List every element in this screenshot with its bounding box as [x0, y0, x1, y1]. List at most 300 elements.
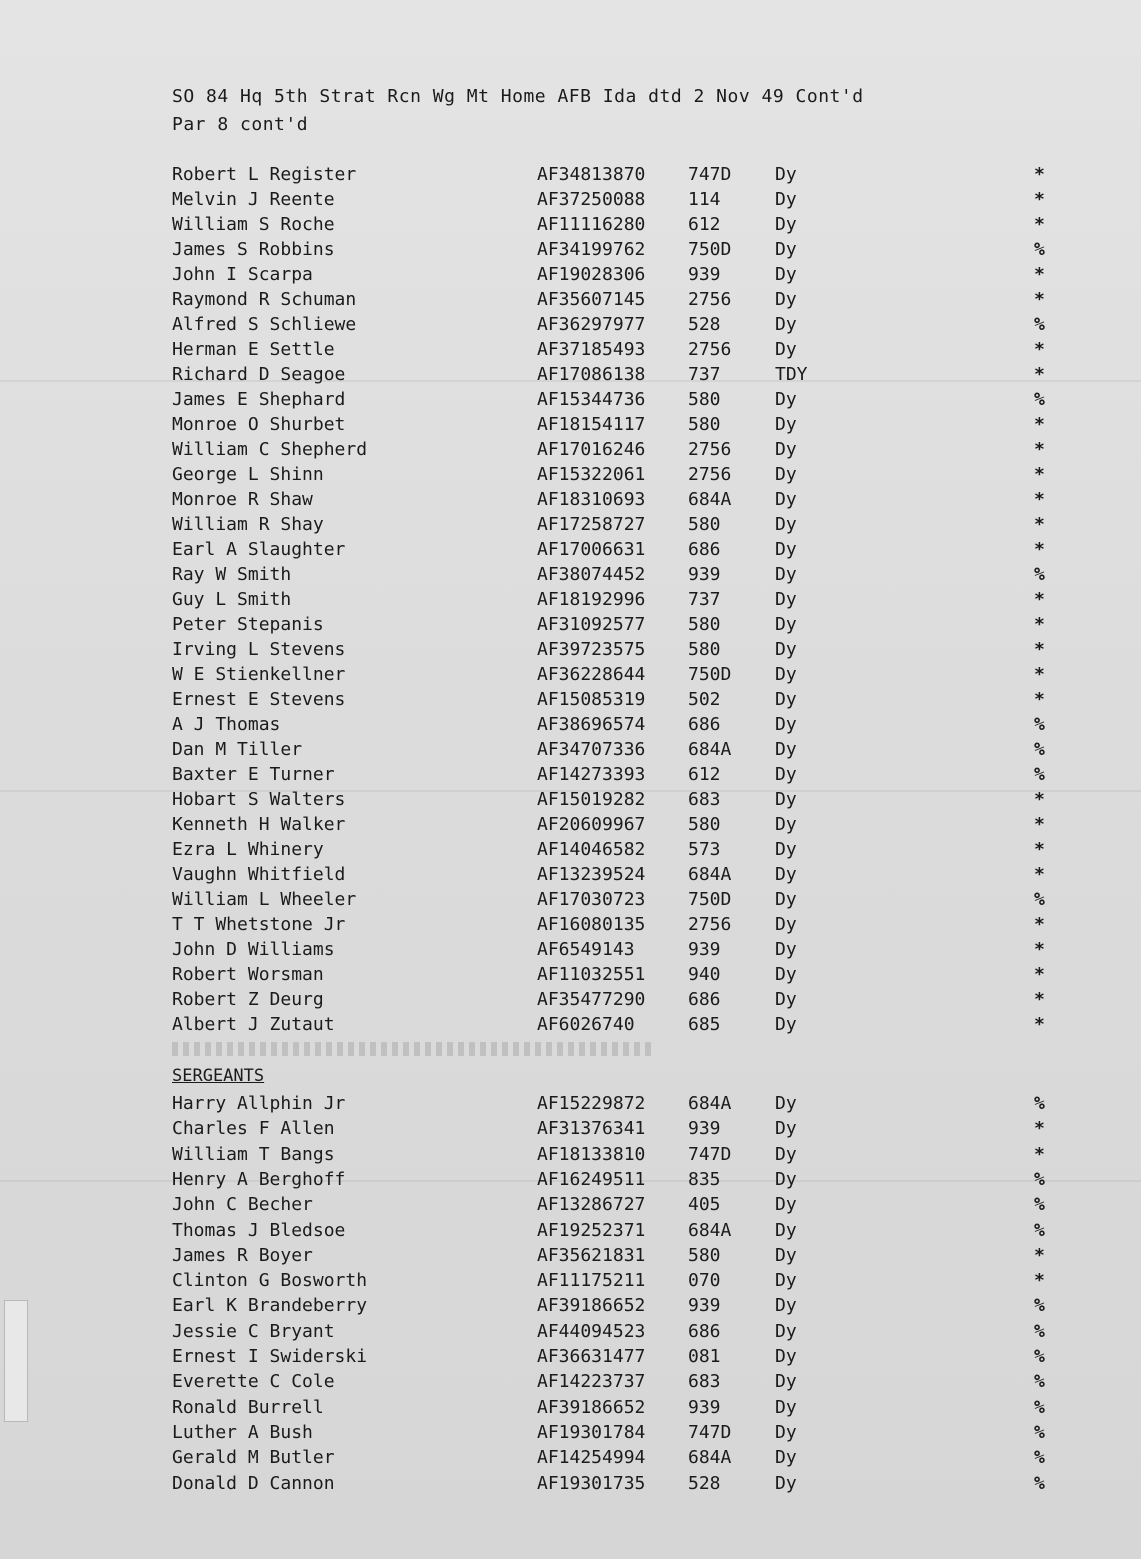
- roster-name: Henry A Berghoff: [172, 1168, 346, 1190]
- roster-status: Dy: [775, 1270, 797, 1292]
- roster-unit: 502: [688, 689, 721, 710]
- roster-status: Dy: [775, 889, 797, 910]
- roster-serial: AF16080135: [537, 914, 646, 935]
- roster-status: Dy: [775, 1093, 797, 1114]
- roster-name: Charles F Allen: [172, 1118, 335, 1140]
- roster-serial: AF19252371: [537, 1219, 646, 1241]
- smudged-line: [172, 1042, 652, 1056]
- roster-status: Dy: [775, 714, 797, 735]
- roster-row: [0, 1220, 1141, 1245]
- roster-unit: 2756: [688, 464, 732, 485]
- roster-serial: AF18133810: [537, 1143, 646, 1165]
- roster-mark: *: [1034, 164, 1045, 185]
- roster-status: Dy: [775, 1194, 797, 1216]
- roster-unit: 685: [688, 1014, 721, 1035]
- roster-serial: AF13286727: [537, 1194, 646, 1216]
- roster-unit: 686: [688, 539, 721, 560]
- roster-status: Dy: [775, 339, 797, 360]
- roster-mark: *: [1034, 289, 1045, 310]
- roster-mark: %: [1034, 389, 1045, 410]
- roster-status: Dy: [775, 814, 797, 835]
- roster-mark: *: [1034, 839, 1045, 860]
- roster-row: [0, 1473, 1141, 1498]
- roster-name: Thomas J Bledsoe: [172, 1219, 346, 1241]
- roster-mark: *: [1034, 414, 1045, 435]
- roster-name: Dan M Tiller: [172, 739, 303, 760]
- roster-row: [0, 1346, 1141, 1371]
- roster-serial: AF35607145: [537, 289, 646, 310]
- roster-unit: 686: [688, 714, 721, 735]
- roster-unit: 580: [688, 639, 721, 660]
- roster-name: Harry Allphin Jr: [172, 1093, 346, 1114]
- roster-name: William S Roche: [172, 214, 335, 235]
- roster-name: James E Shephard: [172, 389, 346, 410]
- roster-serial: AF17030723: [537, 889, 646, 910]
- roster-unit: 683: [688, 1371, 721, 1393]
- roster-row: [0, 564, 1141, 589]
- roster-status: Dy: [775, 1421, 797, 1443]
- roster-mark: *: [1034, 639, 1045, 660]
- roster-serial: AF6549143: [537, 939, 635, 960]
- roster-serial: AF19028306: [537, 264, 646, 285]
- roster-status: Dy: [775, 764, 797, 785]
- roster-status: Dy: [775, 939, 797, 960]
- roster-mark: *: [1034, 189, 1045, 210]
- roster-name: Kenneth H Walker: [172, 814, 346, 835]
- roster-row: [0, 964, 1141, 989]
- roster-status: Dy: [775, 289, 797, 310]
- roster-unit: 070: [688, 1270, 721, 1292]
- roster-mark: *: [1034, 1143, 1045, 1165]
- roster-unit: 747D: [688, 164, 732, 185]
- roster-status: Dy: [775, 789, 797, 810]
- roster-serial: AF31092577: [537, 614, 646, 635]
- roster-mark: %: [1034, 1447, 1045, 1469]
- roster-name: Jessie C Bryant: [172, 1320, 335, 1342]
- roster-mark: %: [1034, 764, 1045, 785]
- roster-mark: *: [1034, 939, 1045, 960]
- roster-serial: AF17016246: [537, 439, 646, 460]
- roster-row: [0, 914, 1141, 939]
- roster-serial: AF19301784: [537, 1421, 646, 1443]
- roster-status: Dy: [775, 414, 797, 435]
- roster-name: Gerald M Butler: [172, 1447, 335, 1469]
- roster-row: [0, 614, 1141, 639]
- roster-row: [0, 1144, 1141, 1169]
- roster-mark: *: [1034, 464, 1045, 485]
- roster-row: [0, 289, 1141, 314]
- roster-row: [0, 414, 1141, 439]
- roster-row: [0, 1422, 1141, 1447]
- roster-name: John I Scarpa: [172, 264, 313, 285]
- roster-serial: AF39723575: [537, 639, 646, 660]
- roster-status: Dy: [775, 1371, 797, 1393]
- roster-serial: AF11116280: [537, 214, 646, 235]
- roster-serial: AF17086138: [537, 364, 646, 385]
- roster-row: [0, 864, 1141, 889]
- roster-name: Monroe O Shurbet: [172, 414, 346, 435]
- roster-name: Earl A Slaughter: [172, 539, 346, 560]
- roster-row: [0, 264, 1141, 289]
- roster-mark: *: [1034, 214, 1045, 235]
- roster-row: [0, 739, 1141, 764]
- roster-unit: 573: [688, 839, 721, 860]
- roster-row: [0, 664, 1141, 689]
- roster-unit: 686: [688, 1320, 721, 1342]
- roster-status: Dy: [775, 964, 797, 985]
- roster-mark: *: [1034, 439, 1045, 460]
- roster-mark: *: [1034, 489, 1045, 510]
- roster-mark: *: [1034, 589, 1045, 610]
- roster-mark: %: [1034, 1421, 1045, 1443]
- roster-unit: 737: [688, 589, 721, 610]
- roster-status: Dy: [775, 1014, 797, 1035]
- roster-unit: 580: [688, 389, 721, 410]
- roster-name: John C Becher: [172, 1194, 313, 1216]
- roster-name: William T Bangs: [172, 1143, 335, 1165]
- roster-row: [0, 1295, 1141, 1320]
- roster-mark: %: [1034, 1472, 1045, 1494]
- roster-name: Herman E Settle: [172, 339, 335, 360]
- roster-serial: AF11175211: [537, 1270, 646, 1292]
- roster-name: Donald D Cannon: [172, 1472, 335, 1494]
- roster-unit: 939: [688, 1118, 721, 1140]
- roster-name: Guy L Smith: [172, 589, 292, 610]
- paragraph-header: Par 8 cont'd: [172, 114, 309, 135]
- roster-status: Dy: [775, 1396, 797, 1418]
- roster-row: [0, 714, 1141, 739]
- roster-row: [0, 1194, 1141, 1219]
- roster-unit: 684A: [688, 739, 732, 760]
- roster-name: Earl K Brandeberry: [172, 1295, 368, 1317]
- roster-status: Dy: [775, 1447, 797, 1469]
- roster-name: Robert L Register: [172, 164, 357, 185]
- roster-status: Dy: [775, 989, 797, 1010]
- roster-unit: 750D: [688, 239, 732, 260]
- roster-unit: 939: [688, 1295, 721, 1317]
- roster-serial: AF37185493: [537, 339, 646, 360]
- roster-name: Luther A Bush: [172, 1421, 313, 1443]
- roster-serial: AF34199762: [537, 239, 646, 260]
- roster-mark: %: [1034, 889, 1045, 910]
- roster-serial: AF17258727: [537, 514, 646, 535]
- roster-mark: *: [1034, 1270, 1045, 1292]
- roster-status: Dy: [775, 189, 797, 210]
- roster-name: T T Whetstone Jr: [172, 914, 346, 935]
- roster-name: William R Shay: [172, 514, 324, 535]
- roster-row: [0, 1093, 1141, 1118]
- roster-mark: *: [1034, 514, 1045, 535]
- roster-unit: 750D: [688, 889, 732, 910]
- roster-mark: *: [1034, 914, 1045, 935]
- roster-row: [0, 439, 1141, 464]
- roster-status: Dy: [775, 239, 797, 260]
- roster-mark: %: [1034, 739, 1045, 760]
- roster-unit: 835: [688, 1168, 721, 1190]
- roster-name: Everette C Cole: [172, 1371, 335, 1393]
- roster-row: [0, 1169, 1141, 1194]
- roster-row: [0, 339, 1141, 364]
- roster-mark: *: [1034, 964, 1045, 985]
- roster-name: Clinton G Bosworth: [172, 1270, 368, 1292]
- roster-name: William L Wheeler: [172, 889, 357, 910]
- roster-name: Ezra L Whinery: [172, 839, 324, 860]
- roster-row: [0, 1321, 1141, 1346]
- roster-status: Dy: [775, 214, 797, 235]
- roster-mark: %: [1034, 714, 1045, 735]
- roster-name: Vaughn Whitfield: [172, 864, 346, 885]
- roster-row: [0, 164, 1141, 189]
- roster-status: Dy: [775, 614, 797, 635]
- roster-row: [0, 889, 1141, 914]
- roster-mark: *: [1034, 614, 1045, 635]
- roster-mark: %: [1034, 1396, 1045, 1418]
- roster-mark: %: [1034, 314, 1045, 335]
- roster-name: Melvin J Reente: [172, 189, 335, 210]
- roster-serial: AF15019282: [537, 789, 646, 810]
- roster-status: Dy: [775, 389, 797, 410]
- roster-unit: 580: [688, 814, 721, 835]
- roster-unit: 580: [688, 614, 721, 635]
- roster-serial: AF15322061: [537, 464, 646, 485]
- roster-name: John D Williams: [172, 939, 335, 960]
- roster-mark: *: [1034, 989, 1045, 1010]
- roster-mark: %: [1034, 1093, 1045, 1114]
- roster-mark: %: [1034, 1295, 1045, 1317]
- roster-row: [0, 814, 1141, 839]
- roster-serial: AF18154117: [537, 414, 646, 435]
- roster-row: [0, 514, 1141, 539]
- roster-name: Richard D Seagoe: [172, 364, 346, 385]
- roster-name: Ronald Burrell: [172, 1396, 324, 1418]
- roster-row: [0, 214, 1141, 239]
- roster-unit: 528: [688, 1472, 721, 1494]
- roster-name: James S Robbins: [172, 239, 335, 260]
- roster-status: Dy: [775, 539, 797, 560]
- roster-name: Baxter E Turner: [172, 764, 335, 785]
- roster-mark: *: [1034, 1014, 1045, 1035]
- roster-unit: 683: [688, 789, 721, 810]
- roster-name: James R Boyer: [172, 1244, 313, 1266]
- roster-unit: 747D: [688, 1421, 732, 1443]
- roster-serial: AF44094523: [537, 1320, 646, 1342]
- roster-row: [0, 939, 1141, 964]
- roster-status: Dy: [775, 1472, 797, 1494]
- roster-row: [0, 539, 1141, 564]
- roster-serial: AF31376341: [537, 1118, 646, 1140]
- roster-unit: 939: [688, 1396, 721, 1418]
- roster-serial: AF18310693: [537, 489, 646, 510]
- roster-mark: *: [1034, 264, 1045, 285]
- roster-name: Ernest E Stevens: [172, 689, 346, 710]
- roster-mark: %: [1034, 1371, 1045, 1393]
- roster-serial: AF39186652: [537, 1295, 646, 1317]
- roster-row: [0, 239, 1141, 264]
- roster-status: TDY: [775, 364, 808, 385]
- roster-unit: 939: [688, 264, 721, 285]
- roster-mark: *: [1034, 864, 1045, 885]
- roster-unit: 684A: [688, 864, 732, 885]
- roster-unit: 686: [688, 989, 721, 1010]
- roster-serial: AF14223737: [537, 1371, 646, 1393]
- roster-mark: %: [1034, 1168, 1045, 1190]
- roster-serial: AF36631477: [537, 1346, 646, 1367]
- roster-status: Dy: [775, 589, 797, 610]
- roster-mark: *: [1034, 1244, 1045, 1266]
- roster-unit: 939: [688, 564, 721, 585]
- roster-status: Dy: [775, 664, 797, 685]
- roster-unit: 750D: [688, 664, 732, 685]
- roster-serial: AF15229872: [537, 1093, 646, 1114]
- roster-name: Robert Z Deurg: [172, 989, 324, 1010]
- roster-unit: 580: [688, 414, 721, 435]
- roster-name: Ray W Smith: [172, 564, 292, 585]
- roster-status: Dy: [775, 739, 797, 760]
- roster-status: Dy: [775, 489, 797, 510]
- roster-unit: 580: [688, 514, 721, 535]
- roster-unit: 081: [688, 1346, 721, 1367]
- roster-row: [0, 989, 1141, 1014]
- roster-mark: *: [1034, 539, 1045, 560]
- roster-serial: AF11032551: [537, 964, 646, 985]
- roster-status: Dy: [775, 564, 797, 585]
- roster-mark: *: [1034, 789, 1045, 810]
- roster-status: Dy: [775, 1244, 797, 1266]
- roster-serial: AF14254994: [537, 1447, 646, 1469]
- roster-row: [0, 364, 1141, 389]
- roster-serial: AF36297977: [537, 314, 646, 335]
- roster-unit: 939: [688, 939, 721, 960]
- roster-serial: AF35477290: [537, 989, 646, 1010]
- roster-name: Ernest I Swiderski: [172, 1346, 368, 1367]
- roster-unit: 684A: [688, 1093, 732, 1114]
- roster-name: Monroe R Shaw: [172, 489, 313, 510]
- roster-serial: AF15085319: [537, 689, 646, 710]
- roster-mark: %: [1034, 1219, 1045, 1241]
- roster-row: [0, 389, 1141, 414]
- roster-status: Dy: [775, 1118, 797, 1140]
- roster-unit: 612: [688, 214, 721, 235]
- roster-serial: AF37250088: [537, 189, 646, 210]
- roster-unit: 684A: [688, 489, 732, 510]
- roster-status: Dy: [775, 1295, 797, 1317]
- roster-serial: AF34813870: [537, 164, 646, 185]
- roster-row: [0, 1371, 1141, 1396]
- roster-mark: *: [1034, 364, 1045, 385]
- roster-mark: *: [1034, 814, 1045, 835]
- roster-name: Peter Stepanis: [172, 614, 324, 635]
- roster-name: Irving L Stevens: [172, 639, 346, 660]
- roster-serial: AF15344736: [537, 389, 646, 410]
- roster-serial: AF13239524: [537, 864, 646, 885]
- roster-unit: 2756: [688, 289, 732, 310]
- roster-unit: 747D: [688, 1143, 732, 1165]
- roster-mark: %: [1034, 1346, 1045, 1367]
- roster-mark: %: [1034, 564, 1045, 585]
- roster-status: Dy: [775, 1168, 797, 1190]
- roster-status: Dy: [775, 514, 797, 535]
- roster-serial: AF38696574: [537, 714, 646, 735]
- roster-row: [0, 314, 1141, 339]
- roster-serial: AF18192996: [537, 589, 646, 610]
- roster-status: Dy: [775, 1219, 797, 1241]
- roster-name: Raymond R Schuman: [172, 289, 357, 310]
- roster-serial: AF36228644: [537, 664, 646, 685]
- roster-mark: *: [1034, 339, 1045, 360]
- roster-serial: AF39186652: [537, 1396, 646, 1418]
- roster-row: [0, 1118, 1141, 1143]
- roster-serial: AF38074452: [537, 564, 646, 585]
- roster-serial: AF14273393: [537, 764, 646, 785]
- roster-mark: %: [1034, 1194, 1045, 1216]
- roster-serial: AF16249511: [537, 1168, 646, 1190]
- roster-status: Dy: [775, 639, 797, 660]
- roster-status: Dy: [775, 264, 797, 285]
- roster-name: Alfred S Schliewe: [172, 314, 357, 335]
- roster-status: Dy: [775, 914, 797, 935]
- roster-name: Robert Worsman: [172, 964, 324, 985]
- roster-unit: 114: [688, 189, 721, 210]
- roster-row: [0, 1397, 1141, 1422]
- roster-serial: AF34707336: [537, 739, 646, 760]
- roster-row: [0, 1270, 1141, 1295]
- roster-unit: 2756: [688, 339, 732, 360]
- roster-unit: 737: [688, 364, 721, 385]
- roster-mark: *: [1034, 689, 1045, 710]
- roster-status: Dy: [775, 439, 797, 460]
- roster-name: A J Thomas: [172, 714, 281, 735]
- roster-mark: *: [1034, 664, 1045, 685]
- roster-mark: %: [1034, 239, 1045, 260]
- roster-unit: 405: [688, 1194, 721, 1216]
- roster-row: [0, 589, 1141, 614]
- roster-serial: AF19301735: [537, 1472, 646, 1494]
- roster-name: Albert J Zutaut: [172, 1014, 335, 1035]
- roster-unit: 2756: [688, 439, 732, 460]
- roster-row: [0, 489, 1141, 514]
- roster-row: [0, 839, 1141, 864]
- roster-mark: %: [1034, 1320, 1045, 1342]
- roster-row: [0, 1014, 1141, 1039]
- roster-name: Hobart S Walters: [172, 789, 346, 810]
- roster-status: Dy: [775, 314, 797, 335]
- roster-unit: 580: [688, 1244, 721, 1266]
- section-heading-sergeants: SERGEANTS: [172, 1066, 265, 1086]
- roster-row: [0, 689, 1141, 714]
- roster-serial: AF20609967: [537, 814, 646, 835]
- roster-row: [0, 189, 1141, 214]
- roster-row: [0, 1447, 1141, 1472]
- roster-serial: AF17006631: [537, 539, 646, 560]
- roster-row: [0, 764, 1141, 789]
- roster-serial: AF14046582: [537, 839, 646, 860]
- roster-unit: 612: [688, 764, 721, 785]
- roster-status: Dy: [775, 839, 797, 860]
- roster-serial: AF6026740: [537, 1014, 635, 1035]
- order-header: SO 84 Hq 5th Strat Rcn Wg Mt Home AFB Ida dtd 2 Nov 49 Cont'd: [172, 86, 864, 107]
- roster-status: Dy: [775, 464, 797, 485]
- roster-status: Dy: [775, 689, 797, 710]
- roster-status: Dy: [775, 864, 797, 885]
- roster-row: [0, 789, 1141, 814]
- roster-name: W E Stienkellner: [172, 664, 346, 685]
- roster-row: [0, 464, 1141, 489]
- roster-status: Dy: [775, 1143, 797, 1165]
- roster-unit: 684A: [688, 1447, 732, 1469]
- roster-status: Dy: [775, 1320, 797, 1342]
- roster-status: Dy: [775, 1346, 797, 1367]
- roster-mark: *: [1034, 1118, 1045, 1140]
